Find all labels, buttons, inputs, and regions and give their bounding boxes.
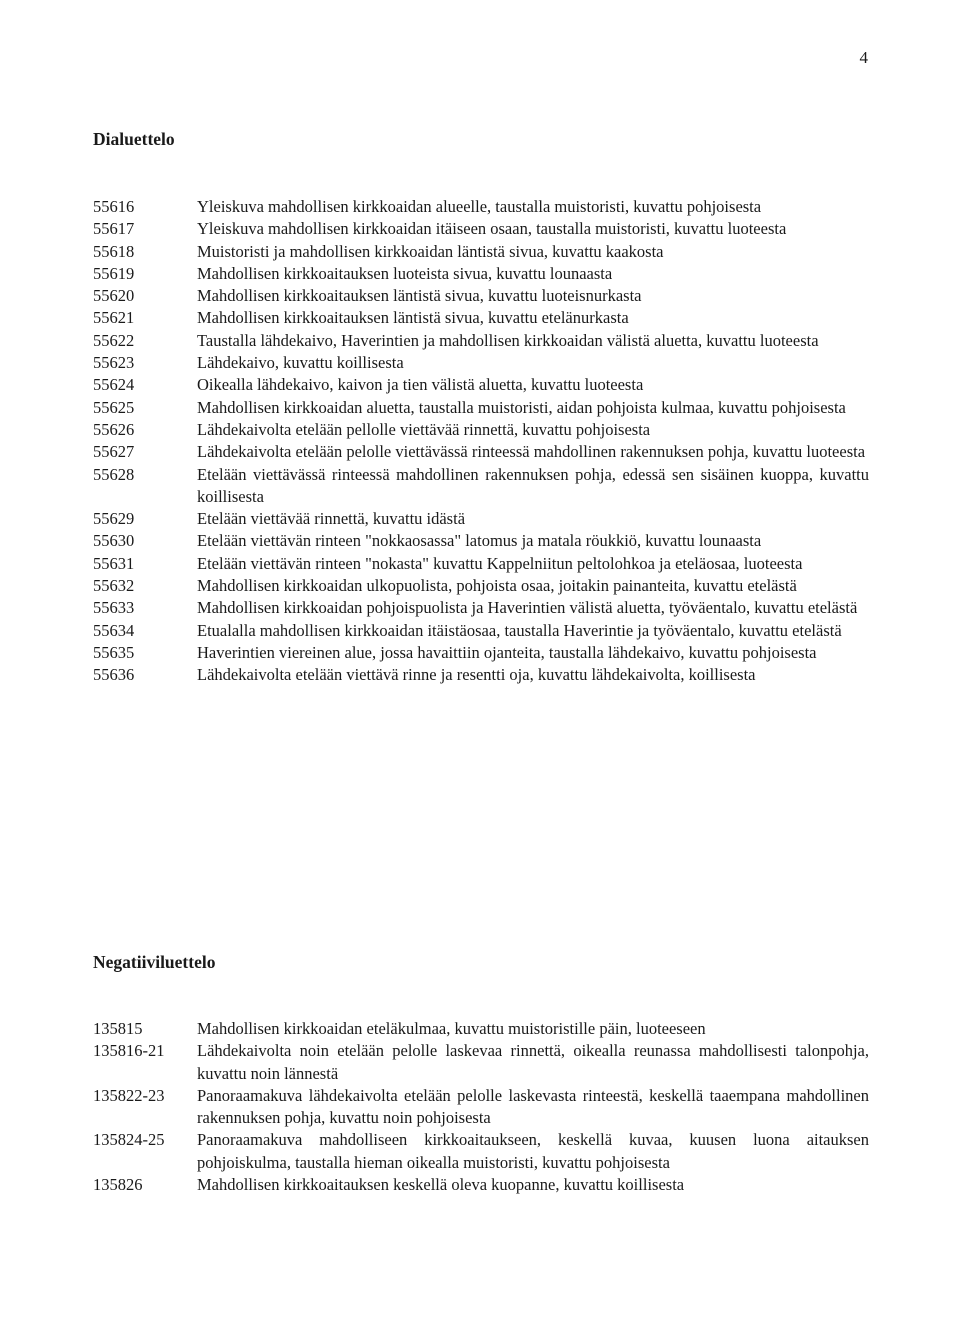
item-number: 55633 — [93, 598, 135, 618]
item-number: 55629 — [93, 509, 135, 529]
item-description: Oikealla lähdekaivo, kaivon ja tien välistä aluetta, kuvattu luoteesta — [197, 375, 644, 395]
list-item — [93, 1040, 869, 1085]
item-description: Etelään viettävää rinnettä, kuvattu idästä — [197, 509, 466, 529]
item-description: Mahdollisen kirkkoaidan aluetta, taustalla muistoristi, aidan pohjoista kulmaa, kuvattu pohjoisesta — [197, 397, 846, 417]
item-number: 135826 — [93, 1175, 143, 1195]
negatiiviluettelo-list — [93, 1018, 869, 1196]
item-description: Etelään viettävän rinteen "nokasta" kuvattu Kappelniitun peltolohkoa ja eteläosaa, luoteesta — [197, 553, 803, 573]
negatiiviluettelo-heading: Negatiiviluettelo — [93, 952, 216, 972]
item-description: Taustalla lähdekaivo, Haverintien ja mahdollisen kirkkoaidan välistä aluetta, kuvattu luoteesta — [197, 330, 819, 350]
list-item — [93, 575, 869, 597]
list-item — [93, 1174, 869, 1196]
item-number: 55624 — [93, 375, 135, 395]
item-description: Yleiskuva mahdollisen kirkkoaidan itäiseen osaan, taustalla muistoristi, kuvattu luoteesta — [197, 219, 787, 239]
item-number: 135822-23 — [93, 1085, 165, 1105]
dialuettelo-list — [93, 196, 869, 687]
list-item — [93, 397, 869, 419]
item-number: 55616 — [93, 197, 135, 216]
dialuettelo-heading: Dialuettelo — [93, 129, 175, 149]
item-description: Mahdollisen kirkkoaidan eteläkulmaa, kuvattu muistoristille päin, luoteeseen — [197, 1019, 706, 1038]
item-description: Panoraamakuva mahdolliseen kirkkoaitaukseen, keskellä kuvaa, kuusen luona aitauksen pohjoiskulma, taustalla hieman oikealla muistoristi, kuvattu pohjoisesta — [197, 1130, 869, 1172]
list-item — [93, 218, 869, 240]
item-description: Lähdekaivolta etelään pelolle viettävässä rinteessä mahdollinen rakennuksen pohja, kuvattu luoteesta — [197, 442, 866, 462]
item-description: Haverintien viereinen alue, jossa havaittiin ojanteita, taustalla lähdekaivo, kuvattu pohjoisesta — [197, 642, 817, 662]
item-description: Lähdekaivo, kuvattu koillisesta — [197, 353, 404, 373]
list-item — [93, 307, 869, 329]
item-number: 55618 — [93, 241, 135, 261]
item-description: Etualalla mahdollisen kirkkoaidan itäistäosaa, taustalla Haverintie ja työväentalo, kuvattu etelästä — [197, 620, 842, 640]
item-number: 135816-21 — [93, 1041, 165, 1061]
item-number: 55631 — [93, 553, 135, 573]
item-description: Mahdollisen kirkkoaitauksen läntistä sivua, kuvattu etelänurkasta — [197, 308, 629, 328]
item-number: 55626 — [93, 419, 135, 439]
list-item — [93, 1018, 869, 1040]
list-item — [93, 1129, 869, 1174]
item-description: Etelään viettävän rinteen "nokkaosassa" latomus ja matala röukkiö, kuvattu lounaasta — [197, 531, 762, 551]
item-number: 55634 — [93, 620, 135, 640]
item-description: Mahdollisen kirkkoaidan pohjoispuolista ja Haverintien välistä aluetta, työväentalo, kuvattu etelästä — [197, 598, 858, 618]
list-item — [93, 196, 869, 218]
list-item — [93, 620, 869, 642]
item-number: 55635 — [93, 642, 135, 662]
item-description: Panoraamakuva lähdekaivolta etelään pelolle laskevasta rinteestä, keskellä taaempana mahdollinen rakennuksen pohja, kuvattu noin pohjoisesta — [197, 1085, 869, 1128]
item-number: 55628 — [93, 464, 135, 484]
page-number: 4 — [859, 48, 868, 67]
item-number: 55620 — [93, 286, 135, 306]
item-number: 55632 — [93, 576, 135, 596]
list-item — [93, 285, 869, 307]
list-item — [93, 464, 869, 509]
list-item — [93, 441, 869, 463]
list-item — [93, 352, 869, 374]
item-number: 135815 — [93, 1019, 143, 1038]
item-number: 55623 — [93, 353, 135, 373]
item-description: Mahdollisen kirkkoaitauksen läntistä sivua, kuvattu luoteisnurkasta — [197, 286, 642, 306]
item-description: Muistoristi ja mahdollisen kirkkoaidan läntistä sivua, kuvattu kaakosta — [197, 241, 664, 261]
list-item — [93, 374, 869, 396]
list-item — [93, 664, 869, 686]
list-item — [93, 419, 869, 441]
item-number: 55621 — [93, 308, 135, 328]
item-number: 55619 — [93, 263, 135, 283]
list-item — [93, 330, 869, 352]
item-number: 55636 — [93, 665, 135, 685]
item-number: 135824-25 — [93, 1130, 165, 1150]
list-item — [93, 530, 869, 552]
list-item — [93, 642, 869, 664]
item-description: Lähdekaivolta noin etelään pelolle laskevaa rinnettä, oikealla reunassa mahdollisesti talonpohja, kuvattu noin lännestä — [197, 1041, 869, 1083]
item-description: Mahdollisen kirkkoaitauksen luoteista sivua, kuvattu lounaasta — [197, 263, 613, 283]
item-number: 55617 — [93, 219, 135, 239]
item-number: 55625 — [93, 397, 135, 417]
item-description: Lähdekaivolta etelään viettävä rinne ja resentti oja, kuvattu lähdekaivolta, koillisesta — [197, 665, 756, 685]
item-description: Lähdekaivolta etelään pellolle viettävää rinnettä, kuvattu pohjoisesta — [197, 419, 651, 439]
item-number: 55627 — [93, 442, 135, 462]
item-description: Mahdollisen kirkkoaidan ulkopuolista, pohjoista osaa, joitakin painanteita, kuvattu etelästä — [197, 576, 797, 596]
item-number: 55622 — [93, 330, 135, 350]
list-item — [93, 241, 869, 263]
item-description: Mahdollisen kirkkoaitauksen keskellä oleva kuopanne, kuvattu koillisesta — [197, 1175, 685, 1195]
item-description: Yleiskuva mahdollisen kirkkoaidan alueelle, taustalla muistoristi, kuvattu pohjoisesta — [197, 197, 762, 216]
list-item — [93, 263, 869, 285]
list-item — [93, 553, 869, 575]
item-number: 55630 — [93, 531, 135, 551]
list-item — [93, 1085, 869, 1130]
list-item — [93, 508, 869, 530]
list-item — [93, 597, 869, 619]
item-description: Etelään viettävässä rinteessä mahdollinen rakennuksen pohja, edessä sen sisäinen kuoppa, kuvattu koillisesta — [197, 464, 869, 506]
